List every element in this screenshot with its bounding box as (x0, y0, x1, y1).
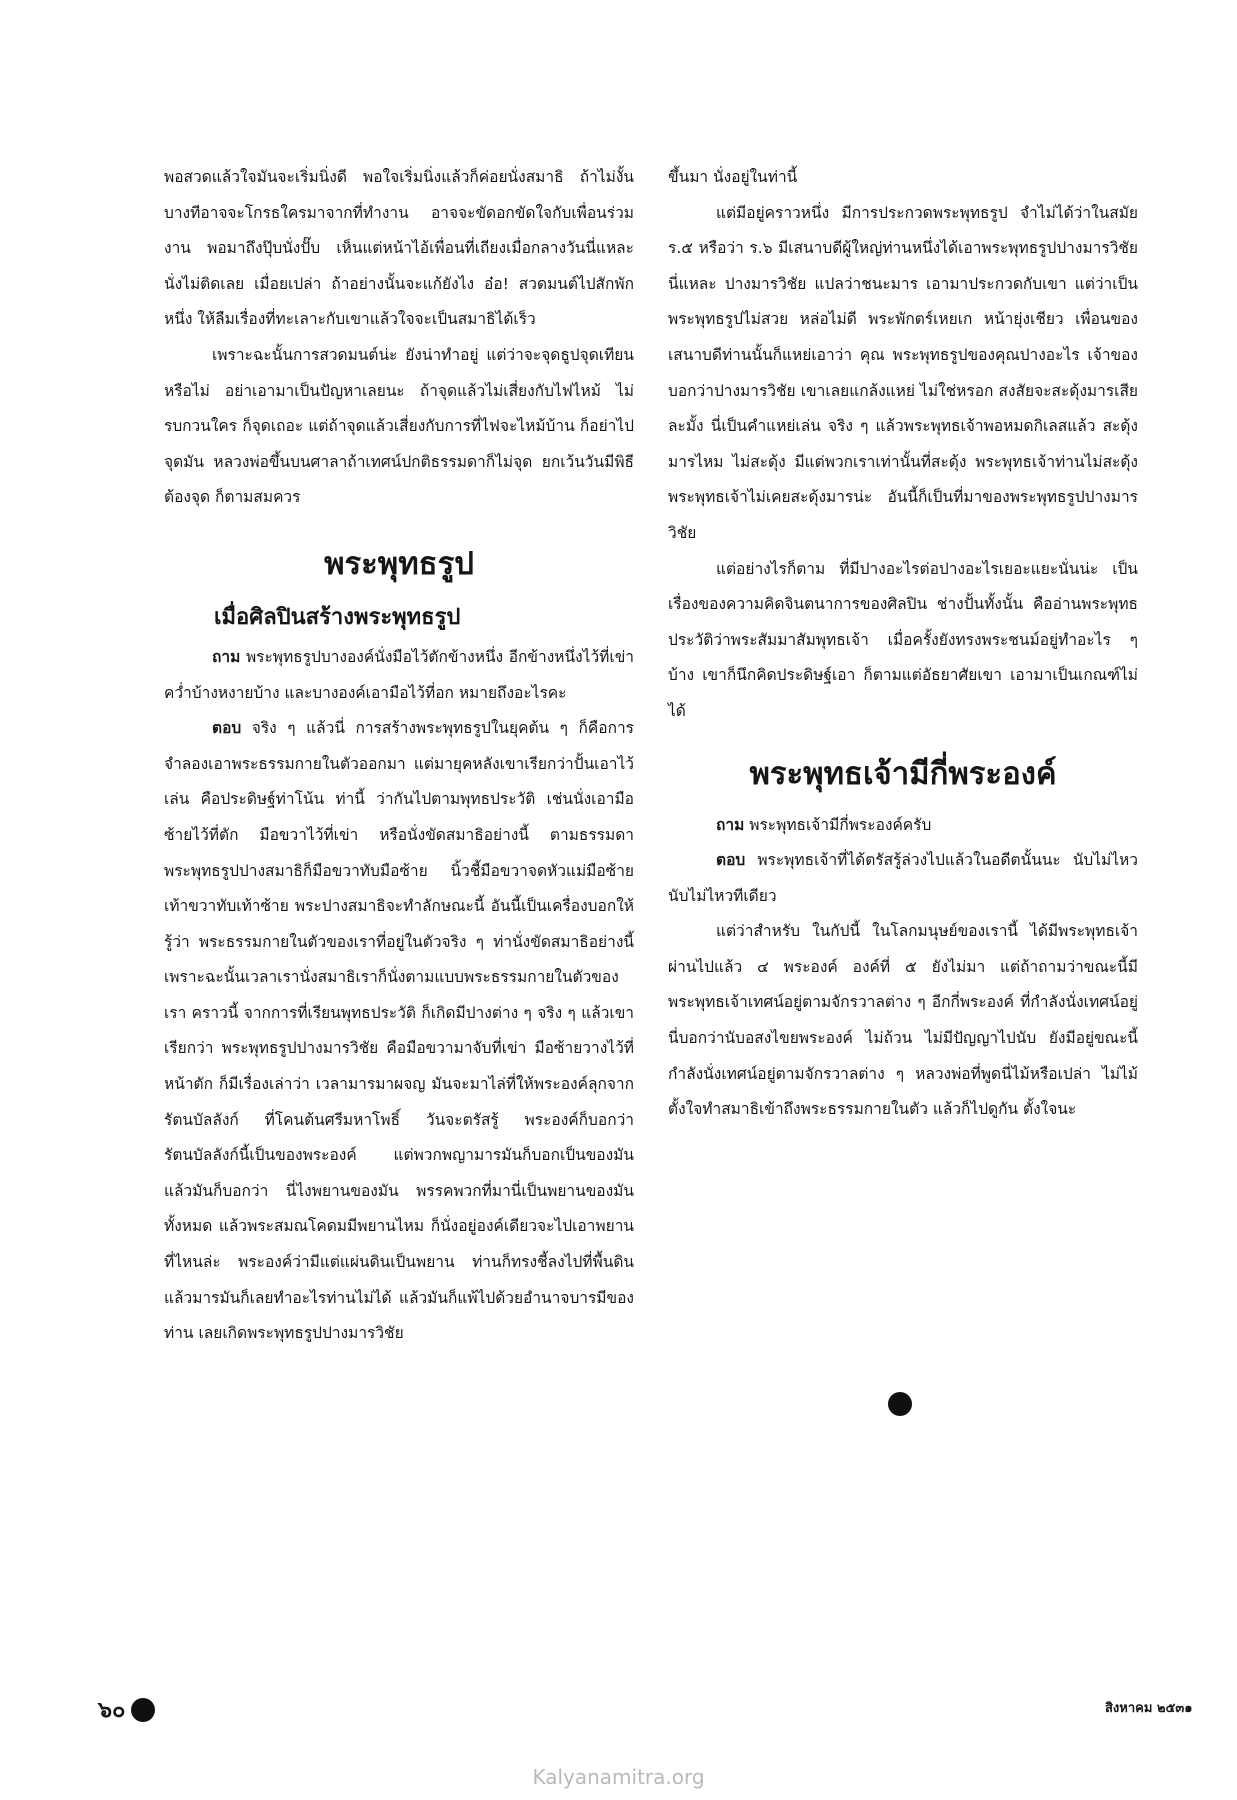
question-label: ถาม (212, 647, 241, 666)
answer-label: ตอบ (212, 719, 242, 738)
answer-label: ตอบ (716, 851, 746, 870)
section-heading: พระพุทธเจ้ามีกี่พระองค์ (749, 755, 1057, 792)
paragraph: เพราะฉะนั้นการสวดมนต์น่ะ ยังน่าทำอยู่ แต่ว่าจะจุดธูปจุดเทียนหรือไม่ อย่าเอามาเป็นปัญหาเลยนะ ถ้าจุดแล้วไม่เสี่ยงกับไฟไหม้ ไม่รบกวนใคร ก็จุดเถอะ แต่ถ้าจุดแล้วเสี่ยงกับการที่ไฟจะไหม้บ้าน ก็อย่าไปจุดมัน หลวงพ่อขึ้นบนศาลาถ้าเทศน์ปกติธรรมดาก็ไม่จุด ยกเว้นวันมีพิธีต้องจุด ก็ตามสมควร (164, 345, 634, 507)
page-number: ๖๐ (98, 1698, 126, 1723)
question-text: พระพุทธเจ้ามีกี่พระองค์ครับ (749, 815, 932, 834)
paragraph: ขึ้นมา นั่งอยู่ในท่านี้ (668, 168, 798, 186)
answer-paragraph (164, 711, 634, 1352)
watermark: Kalyanamitra.org (532, 1765, 705, 1789)
answer-text: จริง ๆ แล้วนี่ การสร้างพระพุทธรูปในยุคต้น ๆ ก็คือการจำลองเอาพระธรรมกายในตัวออกมา แต่มายุคหลังเขาเรียกว่าปั้นเอาไว้เล่น คือประดิษฐ์ท่าโน้น ท่านี้ ว่ากันไปตามพุทธประวัติ เช่นนั่งเอามือซ้ายไว้ที่ตัก มือขวาไว้ที่เข่า หรือนั่งขัดสมาธิอย่างนี้ ตามธรรมดา พระพุทธรูปปางสมาธิก็มือขวาทับมือซ้าย นิ้วชี้มือขวาจดหัวแม่มือซ้าย เท้าขวาทับเท้าซ้าย พระปางสมาธิจะทำลักษณะนี้ อันนี้เป็นเครื่องบอกให้รู้ว่า พระธรรมกายในตัวของเราที่อยู่ในตัวจริง ๆ ท่านั่งขัดสมาธิอย่างนี้ เพราะฉะนั้นเวลาเรานั่งสมาธิเราก็นั่งตามแบบพระธรรมกายในตัวของเรา คราวนี้ จากการที่เรียนพุทธประวัติ ก็เกิดมีปางต่าง ๆ จริง ๆ แล้วเขาเรียกว่า พระพุทธรูปปางมารวิชัย คือมือขวามาจับที่เข่า มือซ้ายวางไว้ที่หน้าตัก ก็มีเรื่องเล่าว่า เวลามารมาผจญ มันจะมาไล่ที่ให้พระองค์ลุกจากรัตนบัลลังก์ ที่โคนต้นศรีมหาโพธิ์ วันจะตรัสรู้ พระองค์ก็บอกว่ารัตนบัลลังก์นี้เป็นของพระองค์ แต่พวกพญามารมันก็บอกเป็นของมัน แล้วมันก็บอกว่า นี่ไงพยานของมัน พรรคพวกที่มานี่เป็นพยานของมันทั้งหมด แล้วพระสมณโคดมมีพยานไหม ก็นั่งอยู่องค์เดียวจะไปเอาพยานที่ไหนล่ะ พระองค์ว่ามีแต่แผ่นดินเป็นพยาน ท่านก็ทรงชี้ลงไปที่พื้นดินแล้วมารมันก็เลยทำอะไรท่านไม่ได้ แล้วมันก็แพ้ไปด้วยอำนาจบารมีของท่าน เลยเกิดพระพุทธรูปปางมารวิชัย (164, 719, 634, 1343)
end-of-article-bullet-icon (888, 1392, 912, 1416)
left-column (164, 160, 634, 1352)
answer-text: พระพุทธเจ้าที่ได้ตรัสรู้ล่วงไปแล้วในอดีตนั้นนะ นับไม่ไหว นับไม่ไหวทีเดียว (668, 851, 1138, 905)
dot-icon (131, 1698, 155, 1722)
paragraph: แต่อย่างไรก็ตาม ที่มีปางอะไรต่อปางอะไรเยอะแยะนั่นน่ะ เป็นเรื่องของความคิดจินตนาการของศิลปิน ช่างปั้นทั้งนั้น คืออ่านพระพุทธประวัติว่าพระสัมมาสัมพุทธเจ้า เมื่อครั้งยังทรงพระชนม์อยู่ทำอะไร ๆ บ้าง เขาก็นึกคิดประดิษฐ์เอา ก็ตามแต่อัธยาศัยเขา เอามาเป็นเกณฑ์ไม่ได้ (668, 559, 1138, 720)
answer-paragraph (668, 843, 1138, 914)
section-heading: พระพุทธรูป (324, 545, 474, 582)
question-paragraph (668, 808, 1138, 844)
paragraph: แต่มีอยู่คราวหนึ่ง มีการประกวดพระพุทธรูป จำไม่ได้ว่าในสมัย ร.๕ หรือว่า ร.๖ มีเสนาบดีผู้ใหญ่ท่านหนึ่งได้เอาพระพุทธรูปปางมารวิชัยนี่แหละ ปางมารวิชัย แปลว่าชนะมาร เอามาประกวดกับเขา แต่ว่าเป็นพระพุทธรูปไม่สวย หล่อไม่ดี พระพักตร์เหยเก หน้ายุ่งเชียว เพื่อนของเสนาบดีท่านนั้นก็แหย่เอาว่า คุณ พระพุทธรูปของคุณปางอะไร เจ้าของบอกว่าปางมารวิชัย เขาเลยแกล้งแหย่ ไม่ใช่หรอก สงสัยจะสะดุ้งมารเสียละมั้ง นี่เป็นคำแหย่เล่น จริง ๆ แล้วพระพุทธเจ้าพอหมดกิเลสแล้ว สะดุ้งมารไหม ไม่สะดุ้ง มีแต่พวกเราเท่านั้นที่สะดุ้ง พระพุทธเจ้าท่านไม่สะดุ้ง พระพุทธเจ้าไม่เคยสะดุ้งมารน่ะ อันนี้ก็เป็นที่มาของพระพุทธรูปปางมารวิชัย (668, 203, 1138, 542)
page-footer-left (98, 1692, 155, 1727)
paragraph: พอสวดแล้วใจมันจะเริ่มนิ่งดี พอใจเริ่มนิ่งแล้วก็ค่อยนั่งสมาธิ ถ้าไม่งั้นบางทีอาจจะโกรธใครมาจากที่ทำงาน อาจจะขัดอกขัดใจกับเพื่อนร่วมงาน พอมาถึงปุ๊บนั่งปั๊บ เห็นแต่หน้าไอ้เพื่อนที่เถียงเมื่อกลางวันนี่แหละ นั่งไม่ติดเลย เมื่อยเปล่า ถ้าอย่างนั้นจะแก้ยังไง อ๋อ! สวดมนต์ไปสักพักหนึ่ง ให้ลืมเรื่องที่ทะเลาะกับเขาแล้วใจจะเป็นสมาธิได้เร็ว (164, 168, 634, 329)
right-column (668, 160, 1138, 1128)
paragraph: แต่ว่าสำหรับ ในกัปนี้ ในโลกมนุษย์ของเรานี้ ได้มีพระพุทธเจ้าผ่านไปแล้ว ๔ พระองค์ องค์ที่ ๕ ยังไม่มา แต่ถ้าถามว่าขณะนี้มีพระพุทธเจ้าเทศน์อยู่ตามจักรวาลต่าง ๆ อีกกี่พระองค์ ที่กำลังนั่งเทศน์อยู่นี่บอกว่านับอสงไขยพระองค์ ไม่ถ้วน ไม่มีปัญญาไปนับ ยังมีอยู่ขณะนี้กำลังนั่งเทศน์อยู่ตามจักรวาลต่าง ๆ หลวงพ่อที่พูดนี่ไม้หรือเปล่า ไม่ไม้ ตั้งใจทำสมาธิเข้าถึงพระธรรมกายในตัว แล้วก็ไปดูกัน ตั้งใจนะ (668, 922, 1138, 1119)
question-paragraph (164, 640, 634, 711)
question-label: ถาม (716, 815, 745, 834)
question-text: พระพุทธรูปบางองค์นั่งมือไว้ตักข้างหนึ่ง อีกข้างหนึ่งไว้ที่เข่า คว่ำบ้างหงายบ้าง และบางองค์เอามือไว้ที่อก หมายถึงอะไรคะ (164, 647, 634, 702)
issue-date: สิงหาคม ๒๕๓๑ (1105, 1701, 1193, 1716)
section-subheading: เมื่อศิลปินสร้างพระพุทธรูป (214, 604, 461, 630)
